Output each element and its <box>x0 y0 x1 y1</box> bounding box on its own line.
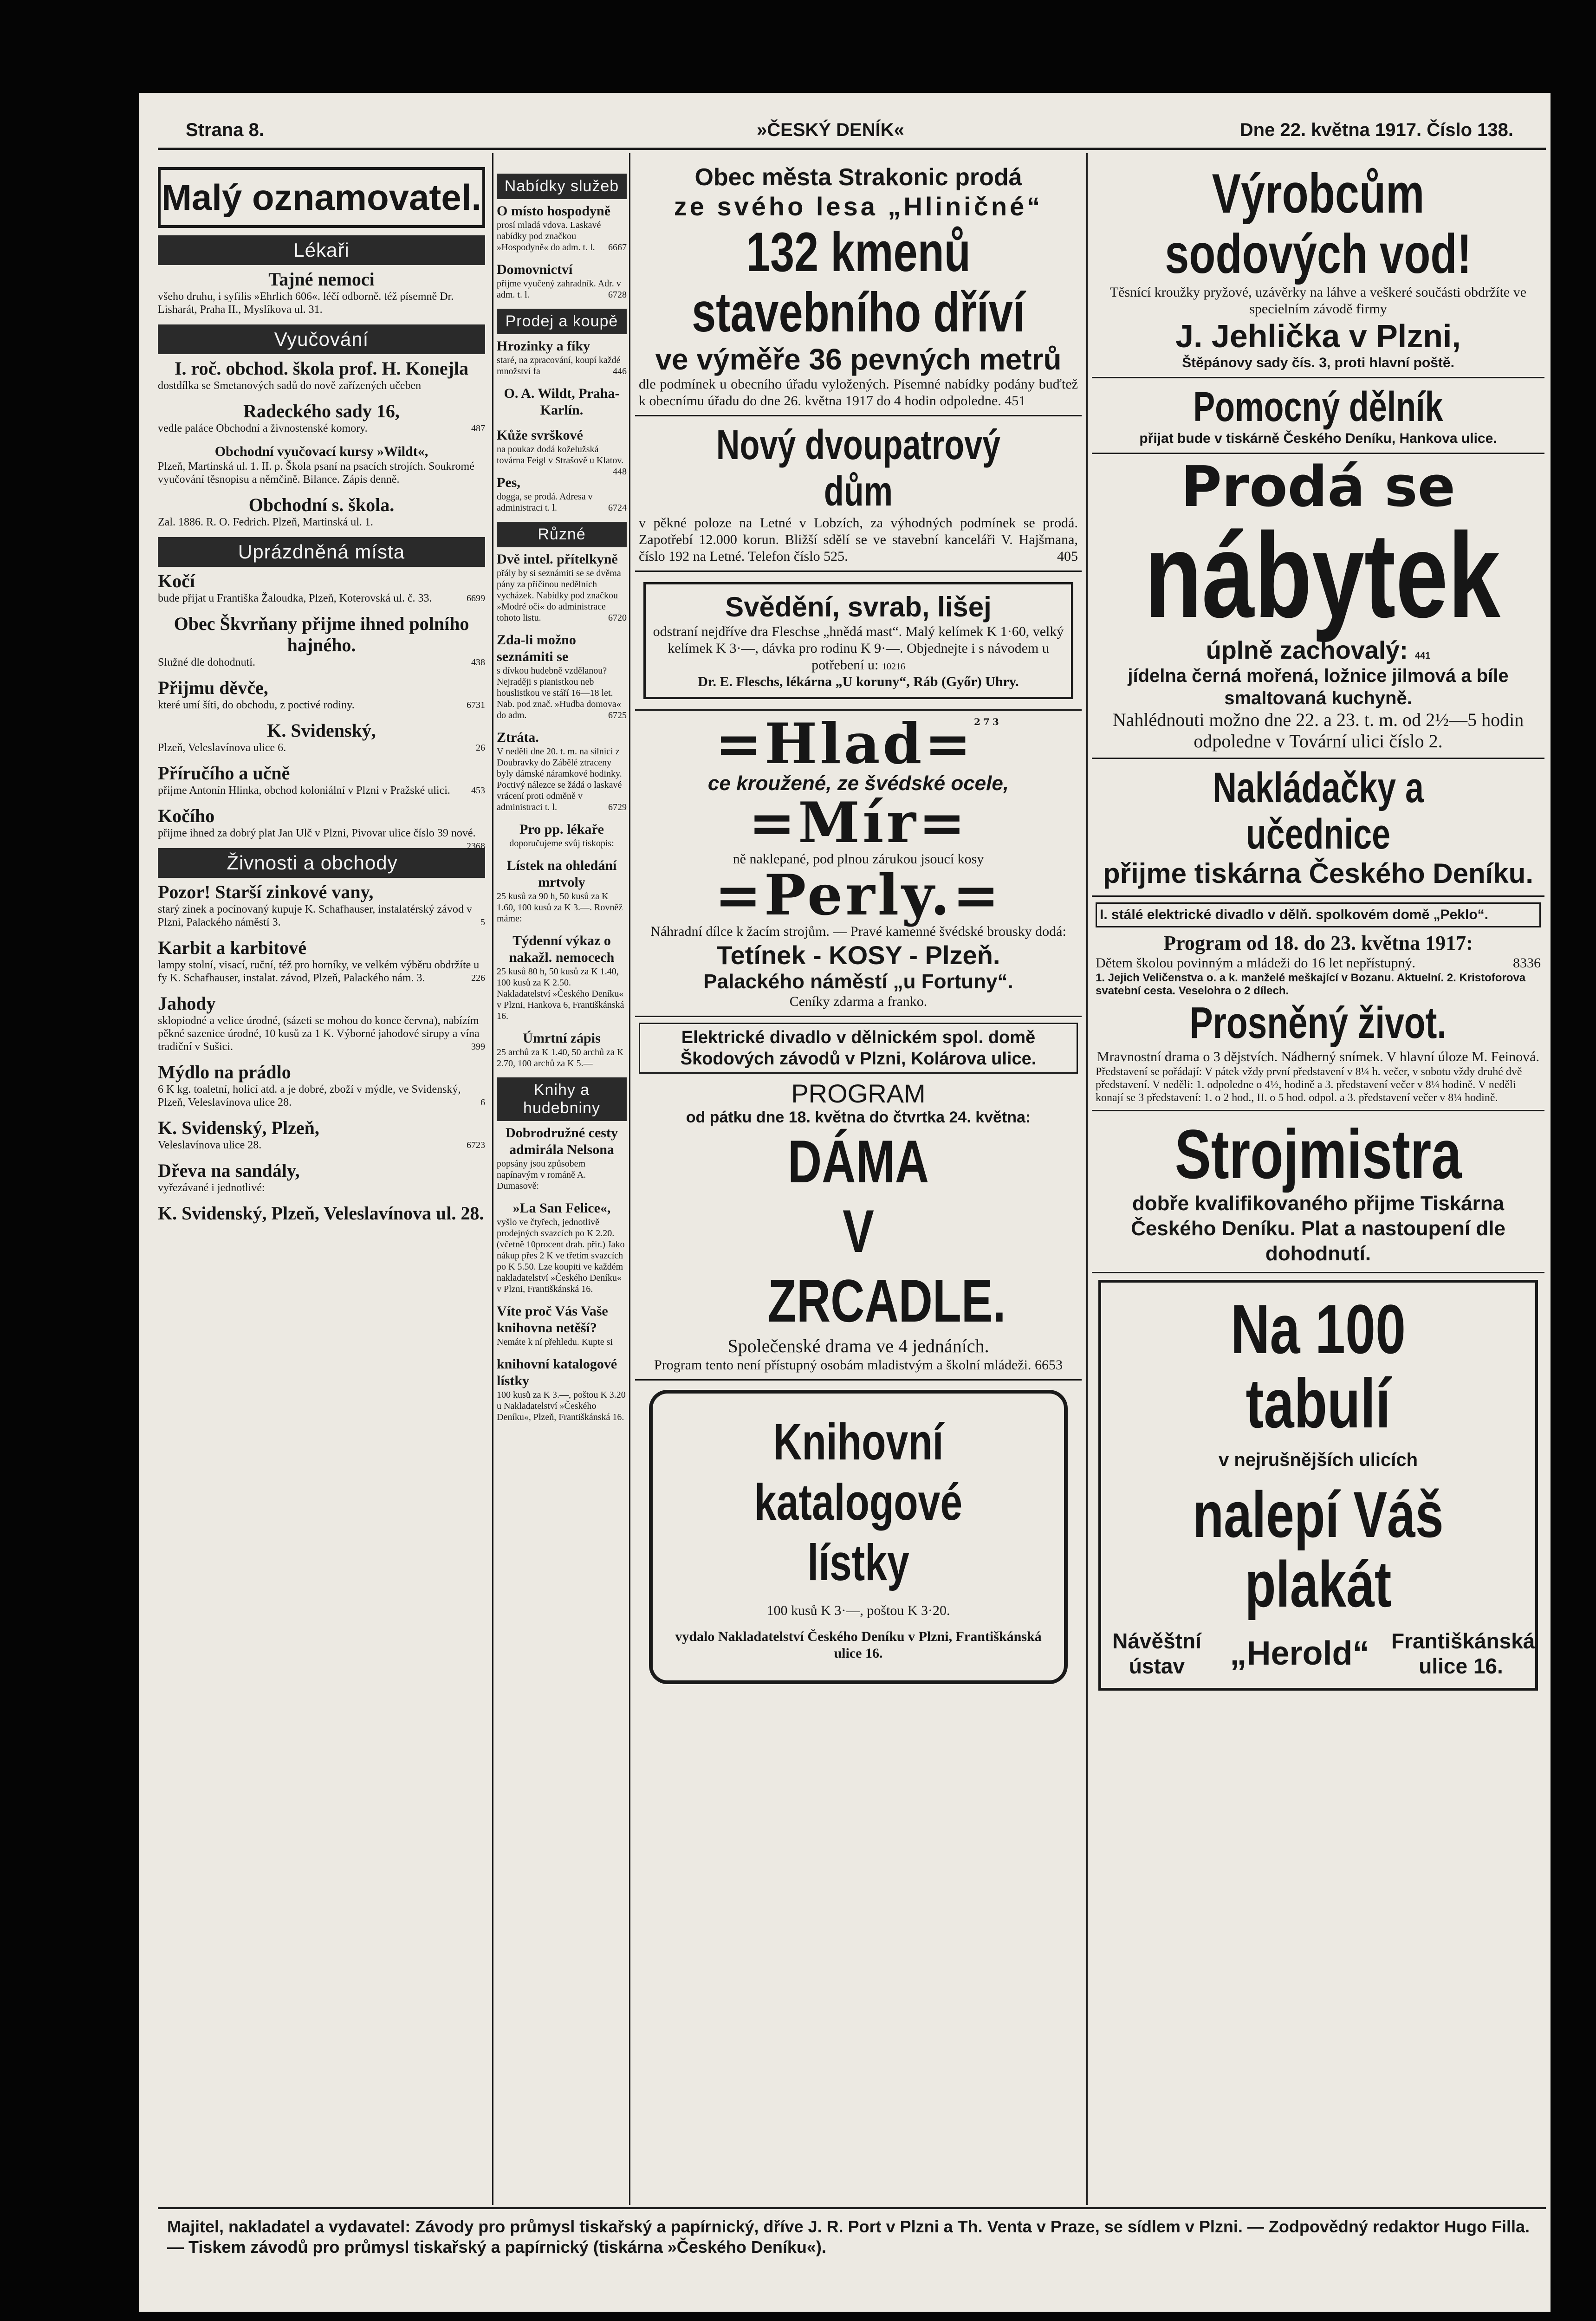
banner-uprazdnena: Uprázdněná místa <box>158 537 485 567</box>
ad-posters: Na 100 tabulí v nejrušnějších ulicích nalepí Váš plakát Návěštní ústav „Herold“ Františkánská ulice 16. <box>1092 1273 1544 1697</box>
ad-entry: Ztráta. V neděli dne 20. t. m. na silnici z Doubravky do Zábělé ztraceny byly dámské náramkové hodinky. Poctivý nálezce se žádá o laskavé vrácení proti odměně v administraci t. l. 6729 <box>497 730 627 812</box>
ad-entry: O. A. Wildt, Praha-Karlín. <box>504 386 620 418</box>
column-divider <box>629 153 630 2205</box>
ad-entry: Karbit a karbitové lampy stolní, visací, ruční, též pro horníky, ve velkém výběru obdržíte u fy K. Schafhauser, instalat. závod, Plzeň, Palackého nám. 3. 226 <box>158 937 485 984</box>
column-divider <box>1086 153 1088 2205</box>
ad-worker: Pomocný dělník přijat bude v tiskárně Českého Deníku, Hankova ulice. <box>1092 378 1544 454</box>
ad-entry: Týdenní výkaz o nakažl. nemocech 25 kusů 80 h, 50 kusů za K 1.40, 100 kusů za K 2.50. Nakladatelství »Českého Deníku« v Plzni, Hankova 6, Františkánská 16. <box>497 933 624 1021</box>
ad-soda: Výrobcům sodových vod! Těsnící kroužky pryžové, uzávěrky na láhve a veškeré součásti obdržíte ve specielním závodě firmy J. Jehlička v Plzni, Štěpánovy sady čís. 3, proti hlavní poště. <box>1092 158 1544 378</box>
page-number: Strana 8. <box>186 120 264 140</box>
ad-entry: Pro pp. lékaře doporučujeme svůj tiskopis: <box>509 822 614 849</box>
ad-entry: Kočí bude přijat u Františka Žaloudka, Plzeň, Koterovská ul. č. 33. 6699 <box>158 571 485 604</box>
ad-entry: Jahody sklopiodné a velice úrodné, (sázeti se mohou do konce června), nabízím pěkné sazenice úrodné, 10 kusů za 1 K. Výborné jahodové sirupy a vína tradiční v Sušici. 399 <box>158 993 485 1053</box>
ad-entry: Radeckého sady 16, vedle paláce Obchodní a živnostenské komory. 487 <box>158 401 485 434</box>
ad-entry: Pes, dogga, se prodá. Adresa v administraci t. l. 6724 <box>497 475 627 513</box>
column-large-ads <box>635 158 1082 1693</box>
banner-lekari: Lékaři <box>158 235 485 265</box>
ad-cinema-peklo: I. stálé elektrické divadlo v dělň. spolkovém domě „Peklo“. Program od 18. do 23. května 1917: Dětem školou povinným a mládeži do 16 let nepřístupný. 8336 1. Jejich Veličenstva o. a k. manželé meškající v Bozanu. Aktuelní. 2. Kristoforova svatební cesta. Veselohra o 2 dílech. Prosněný život. Mravnostní drama o 3 dějstvích. Nádherný snímek. V hlavní úloze M. Feinová. Představení se pořádají: V pátek vždy první představení v 8¼ h. večer, v sobotu vždy druhé dvě představení. V neděli: 1. odpoledne o 4½, hodině a 3. představení večer v 8¼ hodině. V neděli konají se 3 představení: 1. o 2 hod., II. o 5 hod. odpol. a 3. představení večer v 8¼ hodině. <box>1092 897 1544 1111</box>
ad-entry: Lístek na ohledání mrtvoly 25 kusů za 90 h, 50 kusů za K 1.60, 100 kusů za K 3.—. Rovněž máme: <box>497 858 623 924</box>
ad-entry: Pozor! Starší zinkové vany, starý zinek a pocínovaný kupuje K. Schafhauser, instalatérský závod v Plzni, Palackého náměstí 3. 5 <box>158 882 485 928</box>
masthead: »ČESKÝ DENÍK« <box>757 120 904 140</box>
ad-catalog: Knihovní katalogové lístky 100 kusů K 3·—, poštou K 3·20. vydalo Nakladatelství Českého Deníku v Plzni, Františkánská ulice 16. <box>635 1381 1082 1693</box>
ad-entry: Hrozinky a fíky staré, na zpracování, koupí každé množství fa 446 <box>497 338 627 376</box>
ad-entry: Dobrodružné cesty admirála Nelsona popsány jsou způsobem napínavým v románě A. Dumasově: <box>497 1125 618 1191</box>
ad-entry: Úmrtní zápis 25 archů za K 1.40, 50 archů za K 2.70, 100 archů za K 5.— <box>497 1031 624 1069</box>
footer-rule <box>158 2207 1546 2209</box>
column-divider <box>492 153 493 2205</box>
imprint: Majitel, nakladatel a vydavatel: Závody pro průmysl tiskařský a papírnický, dříve J. R. Port v Plzni a Th. Venta v Praze, se sídlem v Plzni. — Zodpovědný redaktor Hugo Filla. — Tiskem závodů pro průmysl tiskařský a papírnický (tiskárna »Českého Deníku«). <box>167 2217 1530 2256</box>
ad-entry: Příručího a učně přijme Antonín Hlinka, obchod koloniální v Plzni v Pražské ulici. 453 <box>158 763 485 797</box>
banner-prodej: Prodej a koupě <box>497 309 627 334</box>
banner-zivnosti: Živnosti a obchody <box>158 848 485 878</box>
ad-press-helpers: Nakládačky a učednice přijme tiskárna Českého Deníku. <box>1092 759 1544 897</box>
ad-house: Nový dvoupatrový dům v pěkné poloze na Letné v Lobzích, za výhodných podmínek se prodá. Zapotřebí 12.000 korun. Bližší sdělí se ve stavební kanceláři V. Hajšmana, číslo 192 na Letné. Telefon číslo 525. 405 <box>635 416 1082 572</box>
ad-ointment: Svědění, svrab, lišej odstraní nejdříve dra Fleschse „hnědá mast“. Malý kelímek K 1·60, velký kelímek K 3·—, dávka pro rodinu K 9·—. Objednejte i s návodem u potřebení u: 10216 Dr. E. Fleschs, lékárna „U koruny“, Ráb (Győr) Uhry. <box>635 572 1082 711</box>
ad-entry: Domovnictví přijme vyučený zahradník. Adr. v adm. t. l. 6728 <box>497 262 627 300</box>
ad-scythes: =Hlad=$^{273}$ ce kroužené, ze švédské ocele, =Mír= ně naklepané, pod plnou zárukou jsoucí kosy =Perly.= Náhradní dílce k žacím strojům. — Pravé kamenné švédské brousky dodá: Tetínek - KOSY - Plzeň. Palackého náměstí „u Fortuny“. Ceníky zdarma a franko. <box>635 711 1082 1017</box>
ad-entry: knihovní katalogové lístky 100 kusů za K 3.—, poštou K 3.20 u Nakladatelství »Českého Deníku«, Plzeň, Františkánská 16. <box>497 1356 626 1422</box>
column-right-ads <box>1092 158 1544 1697</box>
column-small-ads <box>158 167 485 1232</box>
ad-entry: »La San Felice«, vyšlo ve čtyřech, jednotlivě prodejných svazcích po K 2.20. (včetně 10procent drah. přir.) Jako nákup přes 2 K ve třetím svazcích po K 5.50. Lze koupiti ve každém nakladatelství »Českého Deníku« v Plzni, Františkánská 16. <box>497 1200 625 1294</box>
ad-entry: K. Svidenský, Plzeň, Veleslavínova ulice 6. 26 <box>158 720 485 754</box>
banner-nabidky: Nabídky služeb <box>497 174 627 199</box>
ad-entry: Mýdlo na prádlo 6 K kg. toaletní, holicí atd. a je dobré, zboží v mýdle, ve Svidenský, Plzeň, Veleslavínova ulice 28. 6 <box>158 1062 485 1109</box>
issue-date: Dne 22. května 1917. Číslo 138. <box>1239 120 1513 140</box>
newspaper-page <box>139 93 1551 2312</box>
section-title: Malý oznamovatel. <box>161 177 482 218</box>
ad-entry: Obec Škvrňany přijme ihned polního hajného. Služné dle dohodnutí. 438 <box>158 613 485 668</box>
header-rule <box>158 148 1546 150</box>
ad-entry: Přijmu děvče, které umí šíti, do obchodu, z poctivé rodiny. 6731 <box>158 677 485 711</box>
ad-entry: Kůže svrškové na poukaz dodá koželužská továrna Feigl v Strašově u Klatov. 448 <box>497 428 627 477</box>
ad-entry: K. Svidenský, Plzeň, Veleslavínova ul. 28. <box>158 1203 484 1224</box>
section-title-box <box>158 167 485 228</box>
ad-entry: I. roč. obchod. škola prof. H. Konejla dostdílka se Smetanových sadů do nově zařízených učeben <box>158 358 469 392</box>
ad-cinema: Elektrické divadlo v dělnickém spol. domě Škodových závodů v Plzni, Kolárova ulice. PROGRAM od pátku dne 18. května do čtvrtka 24. května: DÁMA V ZRCADLE. Společenské drama ve 4 jednáních. Program tento není přístupný osobám mladistvým a školní mládeži. 6653 <box>635 1017 1082 1381</box>
ad-entry: Tajné nemoci všeho druhu, i syfilis »Ehrlich 606«. léčí odborně. též písemně Dr. Lisharát, Praha II., Myslíkova ul. 31. <box>158 269 454 316</box>
ad-entry: Obchodní s. škola. Zal. 1886. R. O. Fedrich. Plzeň, Martinská ul. 1. <box>158 494 395 528</box>
ad-entry: Dřeva na sandály, vyřezávané i jednotlivé: <box>158 1160 300 1194</box>
ad-furniture: Prodá se nábytek úplně zachovalý: 441 jídelna černá mořená, ložnice jilmová a bíle smaltovaná kuchyně. Nahlédnouti možno dne 22. a 23. t. m. od 2½—5 hodin odpoledne v Tovární ulici číslo 2. <box>1092 454 1544 759</box>
ad-entry: Zda-li možno seznámiti se s dívkou hudebně vzdělanou? Nejraději s pianistkou neb houslistkou ve stáří 16—18 let. Nab. pod znač. »Hudba domova« do adm. 6725 <box>497 632 627 720</box>
banner-vyucovani: Vyučování <box>158 324 485 354</box>
ad-entry: Obchodní vyučovací kursy »Wildt«, Plzeň, Martinská ul. 1. II. p. Škola psaní na psacích strojích. Soukromé vyučování těsnopisu a němčině. Bilance. Zápis denně. <box>158 444 474 486</box>
ad-strakonice: Obec města Strakonic prodá ze svého lesa „Hliničné“ 132 kmenů stavebního dříví ve výměře 36 pevných metrů dle podmínek u obecního úřadu vyložených. Písemné nabídky podány buďtež k obecnímu úřadu do dne 26. května 1917 do 4 hodin odpoledne. 451 <box>635 158 1082 416</box>
ad-entry: Kočího přijme ihned za dobrý plat Jan Ulč v Plzni, Pivovar ulice číslo 39 nové. 2368 <box>158 805 485 851</box>
ad-entry: Dvě intel. přítelkyně přály by si seznámiti se se dvěma pány za příčinou nedělních vycházek. Nabídky pod značkou »Modré oči« do administrace tohoto listu. 6720 <box>497 551 627 623</box>
ad-entry: Víte proč Vás Vaše knihovna netěší? Nemáte k ní přehledu. Kupte si <box>497 1303 613 1347</box>
banner-knihy: Knihy a hudebniny <box>497 1077 627 1121</box>
ad-entry: O místo hospodyně prosí mladá vdova. Laskavé nabídky pod značkou »Hospodyně« do adm. t. l. 6667 <box>497 203 627 253</box>
column-services-content <box>497 167 627 1431</box>
banner-ruzne: Různé <box>497 522 627 547</box>
ad-entry: K. Svidenský, Plzeň, Veleslavínova ulice 28. 6723 <box>158 1117 485 1151</box>
ad-foreman: Strojmistra dobře kvalifikovaného přijme Tiskárna Českého Deníku. Plat a nastoupení dle dohodnutí. <box>1092 1111 1544 1273</box>
